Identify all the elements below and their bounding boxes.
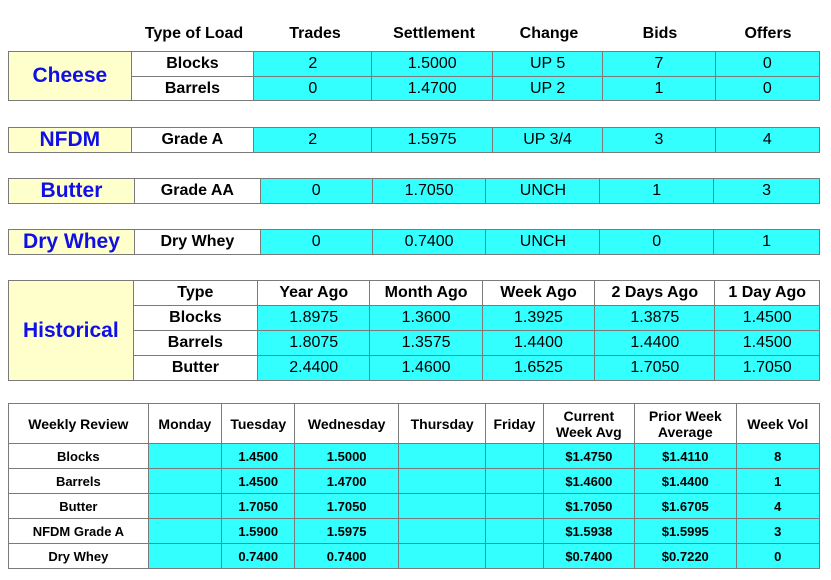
cheese-type: Barrels [131,77,254,101]
historical-value: 1.8975 [258,306,370,331]
drywhey-offers: 1 [714,230,820,255]
weekly-header: Tuesday [222,404,295,444]
weekly-row-label: Blocks [9,444,149,469]
weekly-cell [148,444,221,469]
weekly-cell: 1.5975 [295,519,399,544]
weekly-cell: 0 [736,544,819,569]
butter-table [8,178,820,204]
historical-value: 1.6525 [482,356,594,381]
weekly-row-label: Butter [9,494,149,519]
weekly-cell [486,444,543,469]
historical-value: 1.4400 [595,331,715,356]
butter-offers: 3 [714,179,820,204]
weekly-cell [398,494,485,519]
historical-type: Blocks [133,306,257,331]
weekly-row-label: Barrels [9,469,149,494]
historical-value: 1.3875 [595,306,715,331]
weekly-cell: 1.7050 [222,494,295,519]
weekly-row-label: NFDM Grade A [9,519,149,544]
historical-value: 1.4600 [370,356,482,381]
cheese-trades: 0 [254,77,372,101]
nfdm-change: UP 3/4 [492,128,602,153]
historical-value: 1.4400 [482,331,594,356]
weekly-cell [486,544,543,569]
header-type-of-load: Type of Load [144,25,244,42]
weekly-cell: 1.5900 [222,519,295,544]
weekly-header: Thursday [398,404,485,444]
weekly-cell: 1.7050 [295,494,399,519]
header-bids: Bids [642,25,678,42]
historical-value: 1.7050 [715,356,820,381]
weekly-cell [148,494,221,519]
historical-table [8,280,820,381]
weekly-cell: $1.4400 [635,469,737,494]
cheese-offers: 0 [715,52,819,77]
historical-header: Month Ago [370,281,482,306]
historical-header: Type [133,281,257,306]
historical-header: 1 Day Ago [715,281,820,306]
drywhey-settlement: 0.7400 [372,230,486,255]
product-historical: Historical [9,281,134,381]
product-drywhey: Dry Whey [9,230,135,255]
weekly-cell [398,469,485,494]
market-header [8,22,820,46]
drywhey-change: UNCH [486,230,600,255]
butter-bids: 1 [600,179,714,204]
header-change: Change [519,25,579,42]
weekly-header: Current Week Avg [543,404,634,444]
weekly-header: Friday [486,404,543,444]
header-offers: Offers [744,25,792,42]
cheese-trades: 2 [254,52,372,77]
butter-trades: 0 [260,179,372,204]
weekly-cell [398,544,485,569]
historical-header: 2 Days Ago [595,281,715,306]
product-nfdm: NFDM [9,128,132,153]
historical-header: Week Ago [482,281,594,306]
cheese-bids: 1 [603,77,715,101]
butter-settlement: 1.7050 [372,179,486,204]
weekly-row-label: Dry Whey [9,544,149,569]
historical-value: 2.4400 [258,356,370,381]
cheese-offers: 0 [715,77,819,101]
product-butter: Butter [9,179,135,204]
weekly-header: Weekly Review [9,404,149,444]
historical-value: 1.3575 [370,331,482,356]
historical-value: 1.3925 [482,306,594,331]
drywhey-bids: 0 [600,230,714,255]
historical-value: 1.8075 [258,331,370,356]
product-cheese: Cheese [9,52,132,101]
weekly-cell: 1.5000 [295,444,399,469]
historical-value: 1.4500 [715,331,820,356]
nfdm-table [8,127,820,153]
nfdm-trades: 2 [254,128,372,153]
header-trades: Trades [289,25,341,42]
drywhey-trades: 0 [260,230,372,255]
weekly-cell: $0.7220 [635,544,737,569]
drywhey-type: Dry Whey [134,230,260,255]
weekly-review-table [8,403,820,569]
weekly-cell: $1.6705 [635,494,737,519]
weekly-cell [486,519,543,544]
header-settlement: Settlement [393,25,475,42]
weekly-cell: 3 [736,519,819,544]
nfdm-bids: 3 [603,128,715,153]
cheese-settlement: 1.4700 [372,77,493,101]
weekly-cell [486,494,543,519]
weekly-cell [148,519,221,544]
weekly-cell: $0.7400 [543,544,634,569]
weekly-cell: 1.4500 [222,469,295,494]
weekly-cell: 0.7400 [222,544,295,569]
cheese-settlement: 1.5000 [372,52,493,77]
nfdm-settlement: 1.5975 [372,128,493,153]
weekly-cell [148,544,221,569]
historical-header: Year Ago [258,281,370,306]
weekly-cell: $1.4750 [543,444,634,469]
weekly-cell: 1.4500 [222,444,295,469]
weekly-cell: 1.4700 [295,469,399,494]
cheese-table [8,51,820,101]
weekly-cell [398,519,485,544]
weekly-header: Week Vol [736,404,819,444]
weekly-header: Wednesday [295,404,399,444]
weekly-cell: 8 [736,444,819,469]
weekly-cell [486,469,543,494]
cheese-type: Blocks [131,52,254,77]
cheese-bids: 7 [603,52,715,77]
cheese-change: UP 5 [492,52,602,77]
butter-type: Grade AA [134,179,260,204]
weekly-cell: $1.5995 [635,519,737,544]
historical-value: 1.3600 [370,306,482,331]
butter-change: UNCH [486,179,600,204]
weekly-cell: 1 [736,469,819,494]
weekly-cell: $1.4600 [543,469,634,494]
weekly-cell: 0.7400 [295,544,399,569]
nfdm-type: Grade A [131,128,253,153]
weekly-header: Prior Week Average [635,404,737,444]
drywhey-table [8,229,820,255]
weekly-cell: 4 [736,494,819,519]
weekly-cell [148,469,221,494]
cheese-change: UP 2 [492,77,602,101]
historical-value: 1.4500 [715,306,820,331]
historical-type: Barrels [133,331,257,356]
weekly-header: Monday [148,404,221,444]
weekly-cell: $1.7050 [543,494,634,519]
weekly-cell: $1.4110 [635,444,737,469]
weekly-cell: $1.5938 [543,519,634,544]
nfdm-offers: 4 [715,128,819,153]
historical-value: 1.7050 [595,356,715,381]
weekly-cell [398,444,485,469]
historical-type: Butter [133,356,257,381]
